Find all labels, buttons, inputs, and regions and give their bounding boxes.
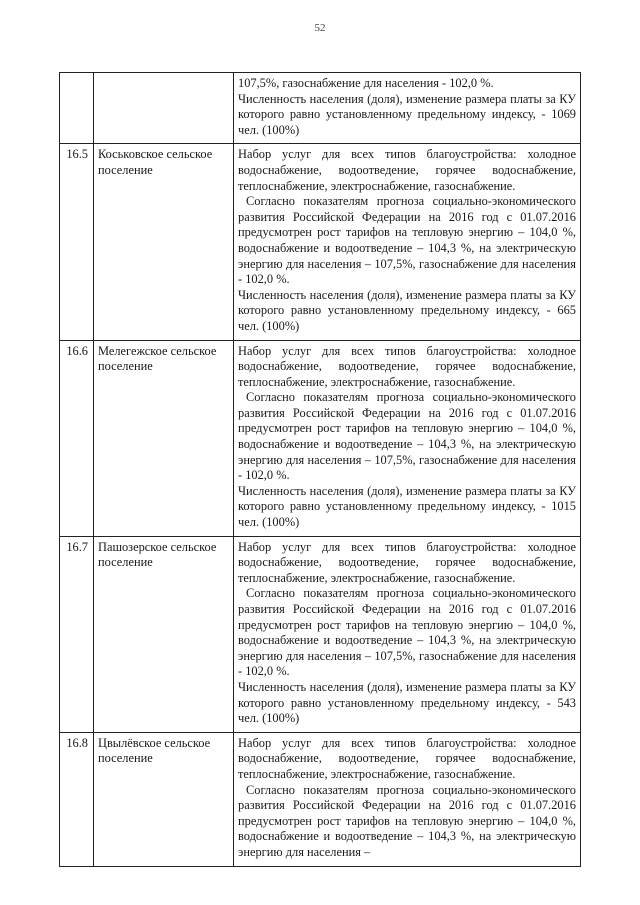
description-paragraph: Набор услуг для всех типов благоустройства: холодное водоснабжение, водоотведение, горячее водоснабжение, теплоснабжение, электроснабжение, газоснабжение. (238, 735, 576, 781)
description-paragraph: Набор услуг для всех типов благоустройства: холодное водоснабжение, водоотведение, горячее водоснабжение, теплоснабжение, электроснабжение, газоснабжение. (238, 539, 576, 585)
description-cell (234, 732, 581, 866)
description-paragraph: Согласно показателям прогноза социально-экономического развития Российской Федерации на 2016 год с 01.07.2016 предусмотрен рост тарифов на тепловую энергию – 104,0 %, водоснабжение и водоотведение – 104,3 %, на электрическую энергию для населения – (238, 782, 576, 859)
table-row (60, 340, 581, 536)
table-body (60, 73, 581, 867)
page-number: 52 (314, 22, 326, 34)
table-row (60, 73, 581, 144)
tariff-table (59, 72, 581, 867)
settlement-name: Цвылёвское сельское поселение (94, 732, 234, 866)
description-paragraph: Численность населения (доля), изменение размера платы за КУ которого равно установленному предельному индексу, - 1015 чел. (100%) (238, 483, 576, 530)
description-paragraph: Согласно показателям прогноза социально-экономического развития Российской Федерации на 2016 год с 01.07.2016 предусмотрен рост тарифов на тепловую энергию – 104,0 %, водоснабжение и водоотведение – 104,3 %, на электрическую энергию для населения – 107,5%, газоснабжение для населения - 102,0 %. (238, 390, 576, 483)
description-paragraph: Согласно показателям прогноза социально-экономического развития Российской Федерации на 2016 год с 01.07.2016 предусмотрен рост тарифов на тепловую энергию – 104,0 %, водоснабжение и водоотведение – 104,3 %, на электрическую энергию для населения – 107,5%, газоснабжение для населения - 102,0 %. (238, 194, 576, 287)
description-paragraph: Набор услуг для всех типов благоустройства: холодное водоснабжение, водоотведение, горячее водоснабжение, теплоснабжение, электроснабжение, газоснабжение. (238, 343, 576, 389)
description-paragraph: Численность населения (доля), изменение размера платы за КУ которого равно установленному предельному индексу, - 1069 чел. (100%) (238, 91, 576, 137)
row-number: 16.6 (60, 340, 94, 536)
description-paragraph: 107,5%, газоснабжение для населения - 102,0 %. (238, 76, 494, 90)
row-number: 16.5 (60, 144, 94, 340)
description-paragraph: Набор услуг для всех типов благоустройства: холодное водоснабжение, водоотведение, горячее водоснабжение, теплоснабжение, электроснабжение, газоснабжение. (238, 147, 576, 193)
description-cell (234, 73, 581, 144)
row-number (60, 73, 94, 144)
settlement-name (94, 73, 234, 144)
description-paragraph: Численность населения (доля), изменение размера платы за КУ которого равно установленному предельному индексу, - 543 чел. (100%) (238, 679, 576, 726)
description-paragraph: Согласно показателям прогноза социально-экономического развития Российской Федерации на 2016 год с 01.07.2016 предусмотрен рост тарифов на тепловую энергию – 104,0 %, водоснабжение и водоотведение – 104,3 %, на электрическую энергию для населения – 107,5%, газоснабжение для населения - 102,0 %. (238, 586, 576, 679)
row-number: 16.7 (60, 536, 94, 732)
settlement-name: Коськовское сельское поселение (94, 144, 234, 340)
description-cell (234, 144, 581, 340)
row-number: 16.8 (60, 732, 94, 866)
settlement-name: Мелегежское сельское поселение (94, 340, 234, 536)
settlement-name: Пашозерское сельское поселение (94, 536, 234, 732)
table-row (60, 144, 581, 340)
description-cell (234, 536, 581, 732)
table-row (60, 536, 581, 732)
description-paragraph: Численность населения (доля), изменение размера платы за КУ которого равно установленному предельному индексу, - 665 чел. (100%) (238, 287, 576, 333)
table-row (60, 732, 581, 866)
description-cell (234, 340, 581, 536)
